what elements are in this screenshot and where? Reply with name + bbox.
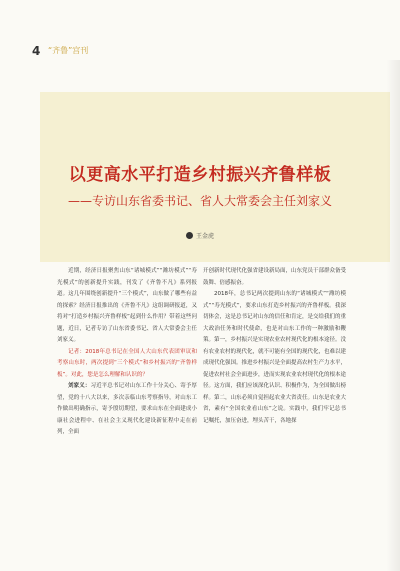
answer-paragraph xyxy=(57,381,197,439)
left-column xyxy=(57,266,197,439)
page-number: 4 xyxy=(32,44,41,58)
article-subtitle: ——专访山东省委书记、省人大常委会主任刘家义 xyxy=(67,194,332,208)
running-title: “齐鲁”宫刊 xyxy=(48,46,89,55)
author-name: 王金虎 xyxy=(195,233,214,240)
continued-paragraph: 开创新时代现代化强省建设新局面，山东党员干部群众备受鼓舞、倍感振奋。 xyxy=(203,268,347,286)
byline xyxy=(0,231,400,240)
right-column xyxy=(203,266,346,427)
question-paragraph: 记者：2018年总书记在全国人大山东代表团审议和考察山东时，两次提到“三个模式”和乡村振兴的“齐鲁样板”。对此，您是怎么理解和认识的？ xyxy=(57,348,197,378)
answer-speaker-label: 刘家义： xyxy=(68,383,91,389)
author-bullet-icon xyxy=(186,232,193,239)
page-edge-shadow xyxy=(386,60,400,571)
intro-paragraph: 近期，经济日报聚焦山东“诸城模式”“潍坊模式”“寿光模式”的创新提升实践，刊发了《齐鲁不凡》系列报道。这几年围绕创新提升“三个模式”，山东做了哪些有益的探索？经济日报推出的《齐鲁不凡》这组调研报道，又将对“打造乡村振兴齐鲁样板”起到什么作用？带着这些问题，近日，记者专访了山东省委书记、省人大常委会主任刘家义。 xyxy=(57,268,197,343)
article-title: 以更高水平打造乡村振兴齐鲁样板 xyxy=(68,165,332,185)
body-paragraph: 2018年，总书记两次提到山东的“诸城模式”“潍坊模式”“寿光模式”，要求山东打造乡村振兴的齐鲁样板。我深切体会，这是总书记对山东的信任和肯定，是交给我们的重大政治任务和时代使命，也是对山东工作的一种激励和鞭策。第一，乡村振兴是实现农业农村现代化的根本途径。没有农业农村的现代化，就不可能有全国的现代化，也难以建成现代化强国。推进乡村振兴是全面提高农村生产力水平，促进农村社会全面进步，进而实现农业农村现代化的根本途径。这方面，我们应该深化认识、积极作为，为全国做出榜样。第二，山东必须自觉担起农业大省责任。山东是农业大省，素有“全国农业看山东”之说。实践中，我们牢记总书记嘱托，加压奋进，埋头苦干，各地探 xyxy=(203,291,347,424)
answer-text: 习近平总书记对山东工作十分关心、寄予厚望，党的十八大以来，多次亲临山东考察指导，对山东工作做出明确指示，寄予殷切期望，要求山东在全面建成小康社会进程中、在社会主义现代化建设新征程中走在前列，全面 xyxy=(57,383,197,435)
